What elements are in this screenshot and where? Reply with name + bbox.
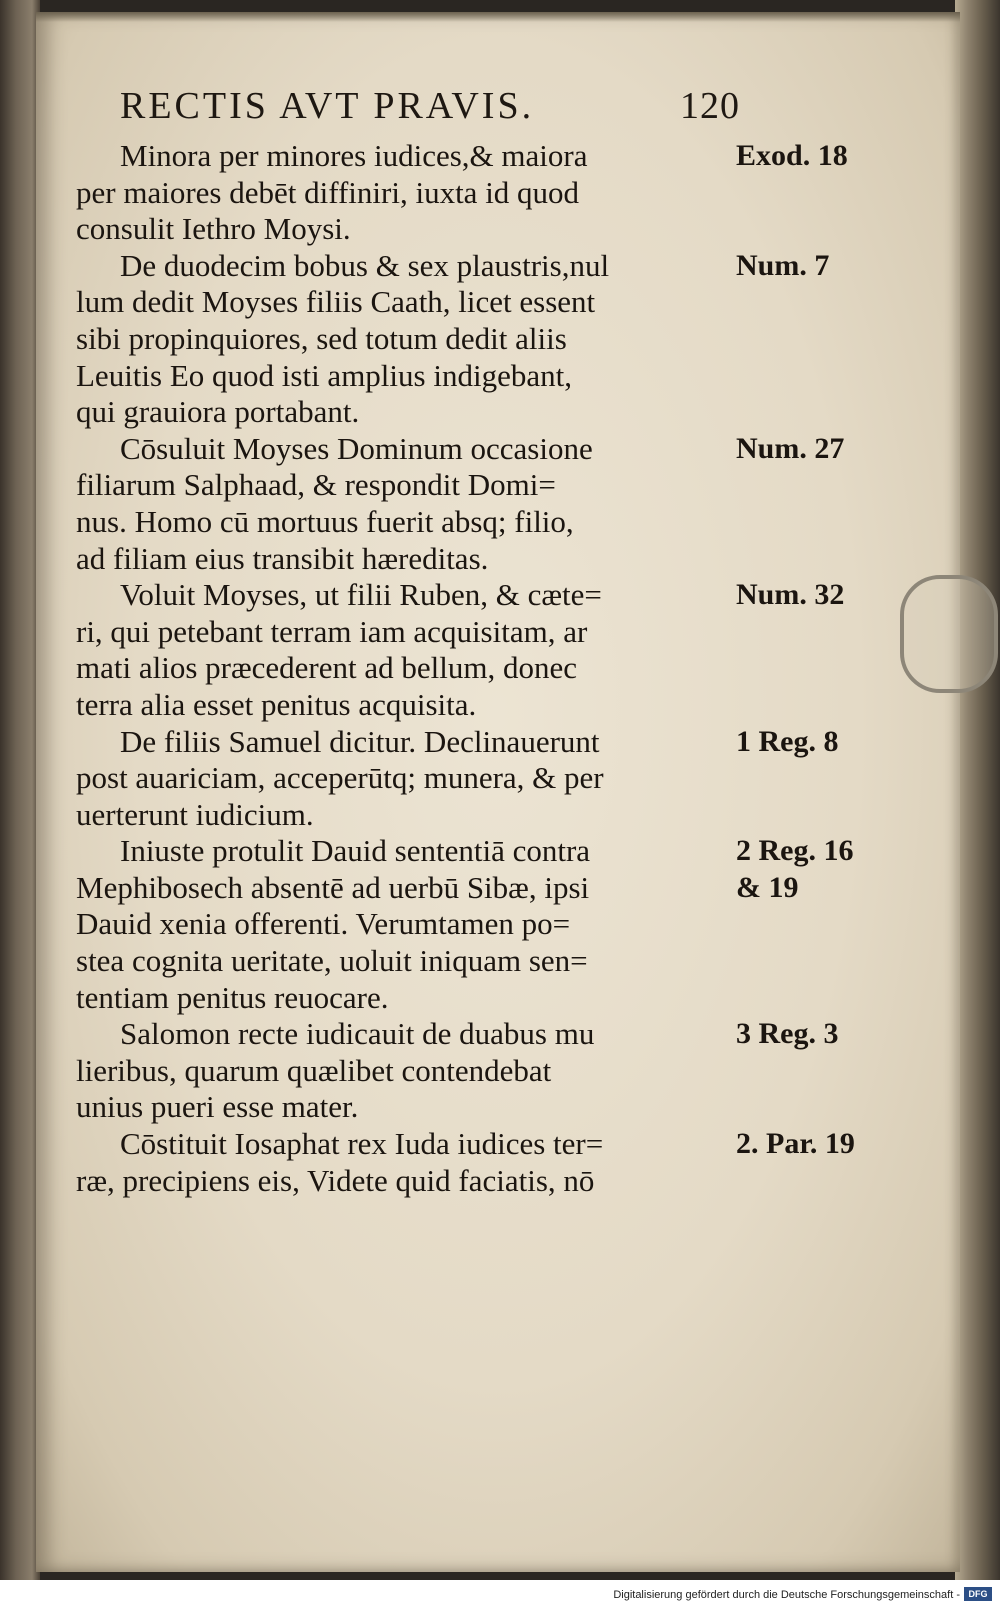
paragraph — [76, 577, 736, 723]
margin-reference: 3 Reg. 3 — [736, 1017, 839, 1051]
page-number: 120 — [680, 85, 740, 127]
text-line: uerterunt iudicium. — [76, 796, 314, 832]
paragraph — [76, 1016, 736, 1126]
body-text — [76, 138, 736, 1199]
text-line: Iniuste protulit Dauid sententiā contra — [120, 833, 591, 869]
text-line: Cōstituit Iosaphat rex Iuda iudices ter= — [120, 1126, 604, 1162]
text-line: sibi propinquiores, sed totum dedit aliis — [76, 320, 567, 356]
text-line: Salomon recte iudicauit de duabus mu — [120, 1016, 595, 1052]
margin-reference: Num. 7 — [736, 248, 830, 282]
text-line: ri, qui petebant terram iam acquisitam, ar — [76, 613, 588, 649]
text-line: stea cognita ueritate, uoluit iniquam sen= — [76, 943, 588, 979]
text-line: nus. Homo cū mortuus fuerit absq; filio, — [76, 503, 574, 539]
margin-reference: 2. Par. 19 — [736, 1127, 855, 1161]
text-line: consulit Iethro Moysi. — [76, 211, 351, 247]
running-title: RECTIS AVT PRAVIS. — [120, 85, 535, 127]
paragraph — [76, 248, 736, 431]
paragraph — [76, 1126, 736, 1199]
page-header — [120, 84, 740, 134]
margin-reference: Exod. 18 — [736, 139, 848, 172]
paragraph — [76, 833, 736, 1016]
text-line: De filiis Samuel dicitur. Declinauerunt — [120, 723, 600, 759]
dfg-logo[interactable]: DFG — [964, 1587, 992, 1601]
text-line: qui grauiora portabant. — [76, 394, 360, 430]
text-line: terra alia esset penitus acquisita. — [76, 686, 477, 722]
book-left-edge — [0, 0, 40, 1580]
footer-credit: Digitalisierung gefördert durch die Deutsche Forschungsgemeinschaft - — [613, 1589, 960, 1601]
margin-reference: 1 Reg. 8 — [736, 724, 839, 758]
text-line: Leuitis Eo quod isti amplius indigebant, — [76, 357, 572, 393]
book-clasp — [900, 575, 998, 693]
paragraph — [76, 431, 736, 577]
text-line: lieribus, quarum quælibet contendebat — [76, 1052, 552, 1088]
margin-reference: Num. 27 — [736, 431, 845, 465]
text-line: Cōsuluit Moyses Dominum occasione — [120, 430, 593, 466]
text-line: Dauid xenia offerenti. Verumtamen po= — [76, 906, 571, 942]
paragraph — [76, 138, 736, 248]
margin-reference: Num. 32 — [736, 578, 845, 612]
text-line: lum dedit Moyses filiis Caath, licet essent — [76, 284, 596, 320]
book-right-edge — [955, 0, 1000, 1580]
text-line: De duodecim bobus & sex plaustris,nul — [120, 247, 610, 283]
text-line: Minora per minores iudices,& maiora — [120, 138, 588, 173]
page-top-shadow — [36, 12, 960, 22]
text-line: Voluit Moyses, ut filii Ruben, & cæte= — [120, 577, 602, 613]
text-line: Mephibosech absentē ad uerbū Sibæ, ipsi — [76, 869, 590, 905]
text-line: post auariciam, acceperūtq; munera, & per — [76, 760, 604, 796]
text-line: tentiam penitus reuocare. — [76, 979, 389, 1015]
footer-bar — [0, 1580, 1000, 1611]
text-line: unius pueri esse mater. — [76, 1089, 359, 1125]
text-line: per maiores debēt diffiniri, iuxta id quod — [76, 174, 580, 210]
text-line: filiarum Salphaad, & respondit Domi= — [76, 467, 556, 503]
margin-reference: & 19 — [736, 871, 799, 904]
text-line: ad filiam eius transibit hæreditas. — [76, 540, 489, 576]
text-line: mati alios præcederent ad bellum, donec — [76, 650, 577, 686]
paragraph — [76, 724, 736, 834]
text-line: ræ, precipiens eis, Videte quid faciatis, nō — [76, 1162, 595, 1198]
margin-reference: 2 Reg. 16 — [736, 834, 854, 868]
